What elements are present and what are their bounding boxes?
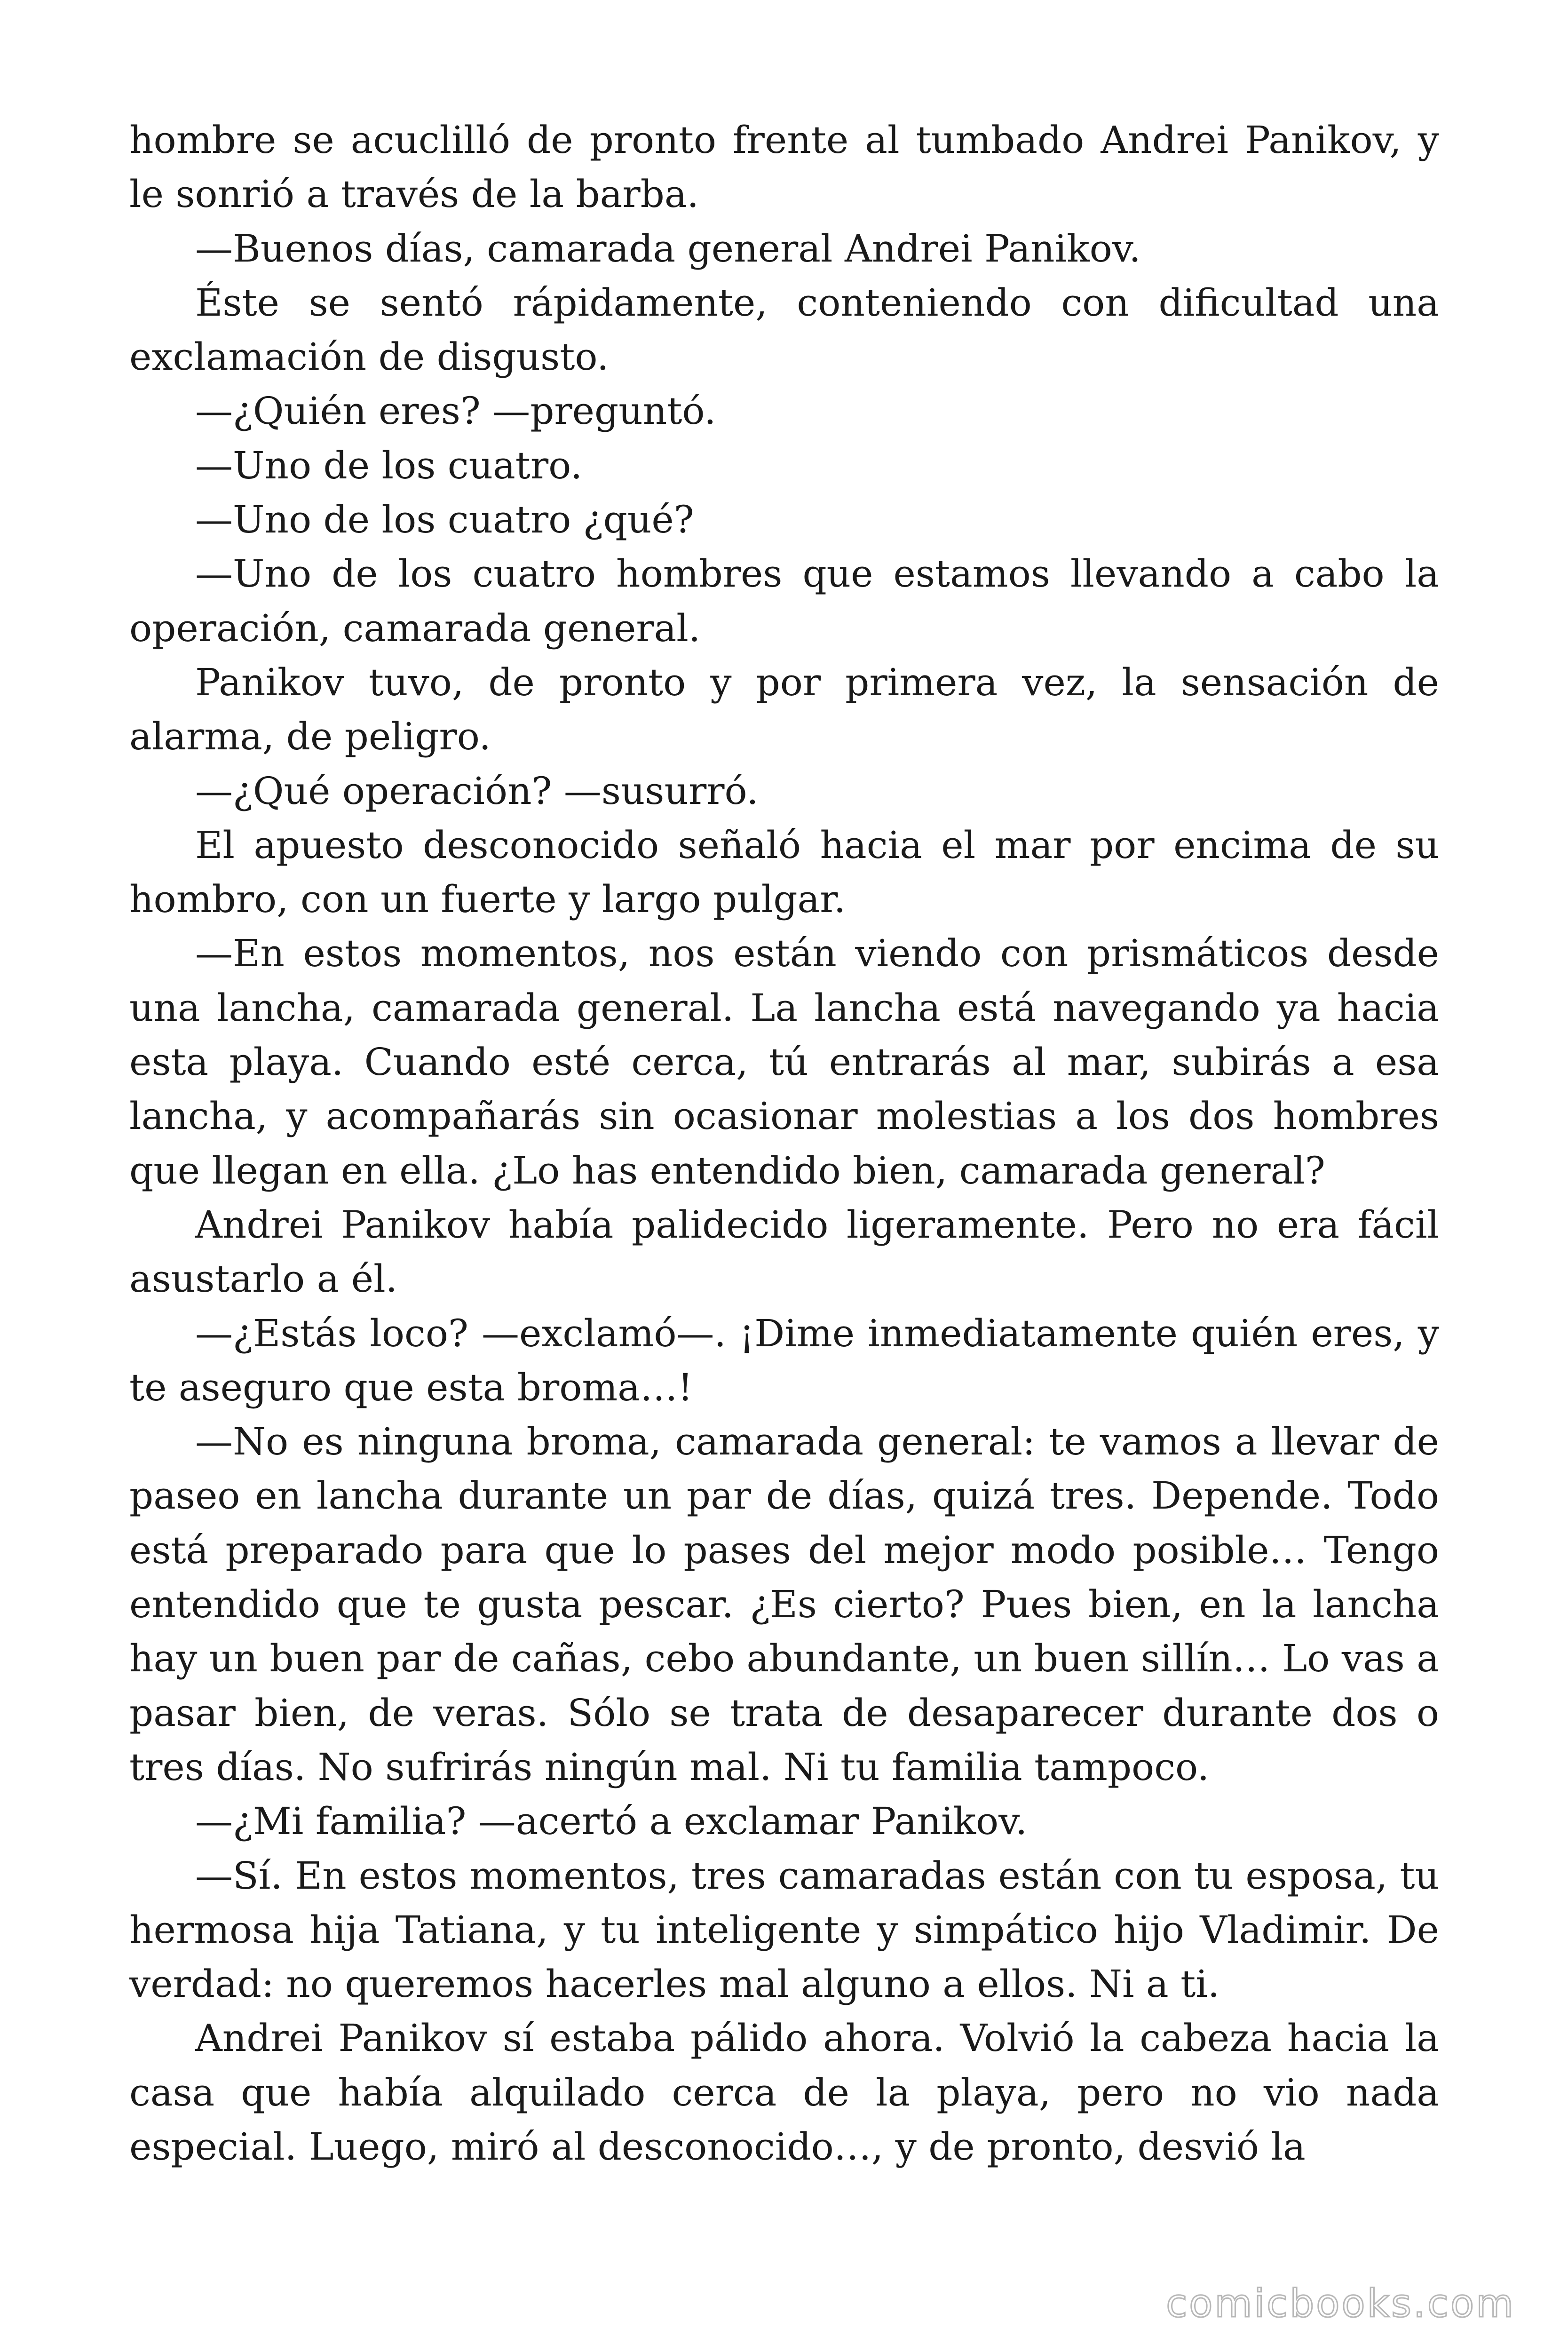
watermark: comicbooks.com (1166, 2281, 1515, 2326)
paragraph: —Uno de los cuatro. (195, 443, 583, 487)
paragraph: —¿Estás loco? —exclamó—. ¡Dime inmediatamente quién eres, y te aseguro que esta broma…! (129, 1311, 1439, 1409)
paragraph: —¿Qué operación? —susurró. (195, 769, 759, 813)
paragraph: Andrei Panikov sí estaba pálido ahora. Volvió la cabeza hacia la casa que había alquilado cerca de la playa, pero no vio nada especial. Luego, miró al desconocido…, y de pronto, desvió la (129, 2016, 1439, 2169)
paragraph: —¿Mi familia? —acertó a exclamar Panikov. (195, 1799, 1028, 1843)
paragraph: —Sí. En estos momentos, tres camaradas están con tu esposa, tu hermosa hija Tatiana, y tu inteligente y simpático hijo Vladimir. De verdad: no queremos hacerles mal alguno a ellos. Ni a ti. (129, 1853, 1439, 2006)
paragraph: —Uno de los cuatro ¿qué? (195, 498, 694, 542)
paragraph: —No es ninguna broma, camarada general: te vamos a llevar de paseo en lancha durante un par de días, quizá tres. Depende. Todo está preparado para que lo pases del mejor modo posible… Tengo entendido que te gusta pescar. ¿Es cierto? Pues bien, en la lancha hay un buen par de cañas, cebo abundante, un buen sillín… Lo vas a pasar bien, de veras. Sólo se trata de desaparecer durante dos o tres días. No sufrirás ningún mal. Ni tu familia tampoco. (129, 1420, 1439, 1789)
paragraph: Andrei Panikov había palidecido ligeramente. Pero no era fácil asustarlo a él. (129, 1202, 1439, 1301)
paragraph: —Uno de los cuatro hombres que estamos llevando a cabo la operación, camarada general. (129, 552, 1439, 650)
paragraph: —¿Quién eres? —preguntó. (195, 389, 716, 433)
page-body (129, 113, 1439, 2174)
paragraph: —En estos momentos, nos están viendo con prismáticos desde una lancha, camarada general. La lancha está navegando ya hacia esta playa. Cuando esté cerca, tú entrarás al mar, subirás a esa lancha, y acompañarás sin ocasionar molestias a los dos hombres que llegan en ella. ¿Lo has entendido bien, camarada general? (129, 931, 1439, 1192)
paragraph: Éste se sentó rápidamente, conteniendo con dificultad una exclamación de disgusto. (129, 280, 1439, 379)
paragraph: —Buenos días, camarada general Andrei Panikov. (195, 226, 1141, 270)
paragraph: El apuesto desconocido señaló hacia el mar por encima de su hombro, con un fuerte y largo pulgar. (129, 823, 1439, 922)
paragraph: Panikov tuvo, de pronto y por primera vez, la sensación de alarma, de peligro. (129, 660, 1439, 759)
paragraph: hombre se acuclilló de pronto frente al tumbado Andrei Panikov, y le sonrió a través de la barba. (129, 118, 1439, 216)
